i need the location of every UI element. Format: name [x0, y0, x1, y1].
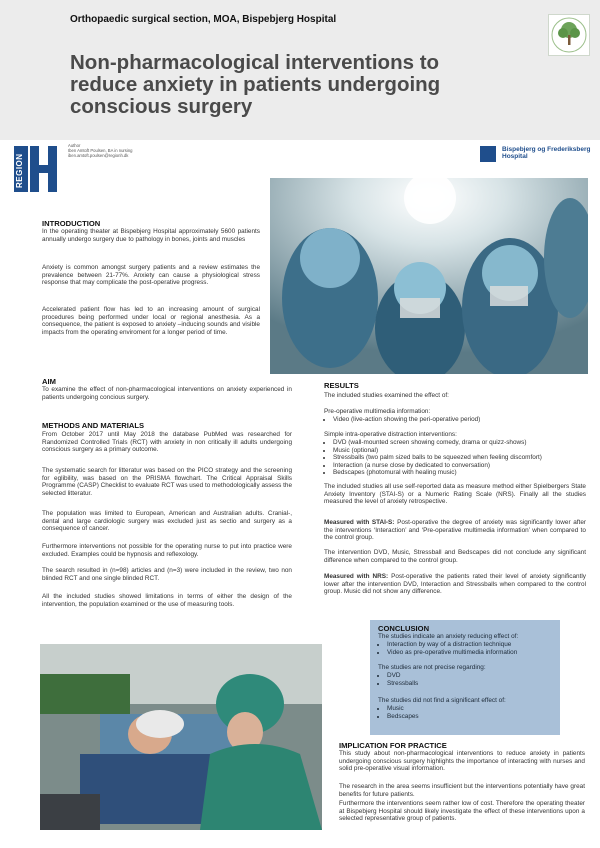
author-email: iben.amtoft.poulsen@regionh.dk	[68, 153, 129, 158]
title-line: reduce anxiety in patients undergoing	[70, 73, 441, 96]
list-item: • Stressballs (two palm sized balls to be squeezed when feeling discomfort)	[333, 454, 586, 462]
introduction-paragraph: Accelerated patient flow has led to an increasing amount of surgical procedures being performed under local or regional anesthesia. As a consequence, the patient is exposed to anxiety –inducing sounds and visible impacts from the operating enviroment for a longer period of time.	[42, 306, 260, 336]
methods-paragraph: The population was limited to European, American and Australian adults. Cranial-, dental and large cardiologic surgery was excluded just as sectio and surgery as a consequence of cancer.	[42, 510, 292, 533]
results-intra-label: Simple intra-operative distraction interventions:	[324, 431, 457, 438]
list-item: • DVD	[387, 672, 558, 680]
author-name: Iben Amtoft Poulsen, BA in nursing	[68, 148, 133, 153]
methods-heading: METHODS AND MATERIALS	[42, 421, 145, 430]
aim-text: To examine the effect of non-pharmacological interventions on anxiety experienced in patients undergoing concious surgery.	[42, 386, 292, 401]
stai-label: Measured with STAI-S:	[324, 519, 395, 526]
section-label: Orthopaedic surgical section, MOA, Bispebjerg Hospital	[70, 14, 337, 25]
implication-paragraph: The research in the area seems insufficient but the interventions potentially have great benefits for future patients.	[339, 783, 585, 798]
hospital-name	[502, 146, 591, 160]
list-item: • Video (live-action showing the peri-operative period)	[333, 416, 586, 424]
implication-paragraph: This study about non-pharmacological interventions to reduce anxiety in patients undergoing conscious surgery highlights the importance of interacting with nurses and solid pre-operative visual information.	[339, 750, 585, 773]
list-item: • Music	[387, 705, 558, 713]
list-item: • Bedscapes	[387, 713, 558, 721]
conclusion-nosig-label: The studies did not find a significant effect of:	[378, 697, 506, 704]
methods-paragraph: The search resulted in (n=98) articles and (n=3) were included in the review, two non blinded RCT and one single blinded RCT.	[42, 567, 292, 582]
results-heading: RESULTS	[324, 381, 359, 390]
tree-logo-icon	[548, 14, 590, 56]
results-intra-list	[324, 439, 586, 477]
results-intro: The included studies examined the effect of:	[324, 392, 449, 399]
introduction-paragraph: In the operating theater at Bispebjerg Hospital approximately 5600 patients annually undergo surgery due to pathology in bones, joints and muscles	[42, 228, 260, 243]
results-nrs-paragraph	[324, 573, 586, 596]
results-stai-paragraph-2: The intervention DVD, Music, Stressball and Bedscapes did not conclude any significant difference when compared to the control group.	[324, 549, 586, 564]
introduction-heading: INTRODUCTION	[42, 219, 101, 228]
conclusion-imprecise-list	[378, 672, 558, 687]
hospital-name-line: Bispebjerg og Frederiksberg	[502, 146, 591, 153]
list-item: • Bedscapes (photomural with healing music)	[333, 469, 586, 477]
list-item: • Interaction by way of a distraction technique	[387, 641, 558, 649]
conclusion-nosig-list	[378, 705, 558, 720]
conclusion-imprecise-label: The studies are not precise regarding:	[378, 664, 486, 671]
hospital-name-line: Hospital	[502, 153, 528, 160]
list-item: • Video as pre-operative multimedia information	[387, 649, 558, 657]
author-info	[68, 143, 132, 158]
results-measure-paragraph: The included studies all use self-reported data as measure method either Spielbergers State Anxiety Inventory (STAI-S) or a Numeric Rating Scale (NRS). Finally all the studies measured the level of anxiety retrospective.	[324, 483, 586, 506]
title-line: conscious surgery	[70, 95, 253, 118]
conclusion-heading: CONCLUSION	[378, 624, 430, 633]
list-item: • Stressballs	[387, 680, 558, 688]
aim-heading: AIM	[42, 377, 56, 386]
results-pre-label: Pre-operative multimedia information:	[324, 408, 431, 415]
results-stai-paragraph	[324, 519, 586, 542]
methods-paragraph: All the included studies showed limitations in terms of either the design of the intervention, the population examined or the use of measuring tools.	[42, 593, 292, 608]
list-item: • Interaction (a nurse close by dedicated to conversation)	[333, 462, 586, 470]
implication-paragraph: Furthermore the interventions seem rather low of cost. Therefore the operating theater at Bispebjerg Hospital should likely investigate the effect of these interventions upon a selected representative group of patients.	[339, 800, 585, 823]
conclusion-reduce-label: The studies indicate an anxiety reducing effect of:	[378, 633, 519, 640]
nurse-patient-photo	[40, 644, 322, 830]
methods-paragraph: From October 2017 until May 2018 the database PubMed was researched for Randomized Controlled Trials (RCT) with anxiety in non critically ill adults undergoing conscious surgery as a primary outcome.	[42, 431, 292, 454]
implication-heading: IMPLICATION FOR PRACTICE	[339, 741, 447, 750]
nrs-text: Post-operative the patients rated their level of anxiety significantly lower after the intervention DVD, Interaction and Stressballs when compared to the control group. Music did not show any difference.	[324, 573, 586, 596]
poster-title	[70, 52, 490, 118]
introduction-paragraph: Anxiety is common amongst surgery patients and a review estimates the prevalence between 21-77%. Anxiety can cause a physiological stress response that may complicate the post-operative progress.	[42, 264, 260, 287]
nrs-label: Measured with NRS:	[324, 573, 389, 580]
list-item: • DVD (wall-mounted screen showing comedy, drama or quizz-shows)	[333, 439, 586, 447]
stai-text: Post-operative the degree of anxiety was significantly lower after the interventions ‘Interaction’ and ‘Pre-operative multimedia information’ when compared to the control group.	[324, 519, 586, 542]
list-item: • Music (optional)	[333, 447, 586, 455]
methods-paragraph: Furthermore interventions not possible for the operating nurse to put into practice were excluded. Examples could be hypnosis and reflexology.	[42, 543, 292, 558]
region-label: REGION	[15, 153, 24, 188]
conclusion-reduce-list	[378, 641, 558, 656]
title-line: Non-pharmacological interventions to	[70, 51, 440, 74]
hospital-logo-icon	[480, 146, 496, 162]
surgeons-photo	[270, 178, 588, 374]
methods-paragraph: The systematic search for litteratur was based on the PICO strategy and the screening for eglibility, was based on the PRISMA flowchart. The Critical Appraisal Skills Programme (CASP) Checklist to evaluate RCT was used to methodologically assess the selected litteratur.	[42, 467, 292, 497]
results-pre-list	[324, 416, 586, 424]
region-h-logo	[30, 146, 60, 192]
author-label: Author	[68, 143, 81, 148]
